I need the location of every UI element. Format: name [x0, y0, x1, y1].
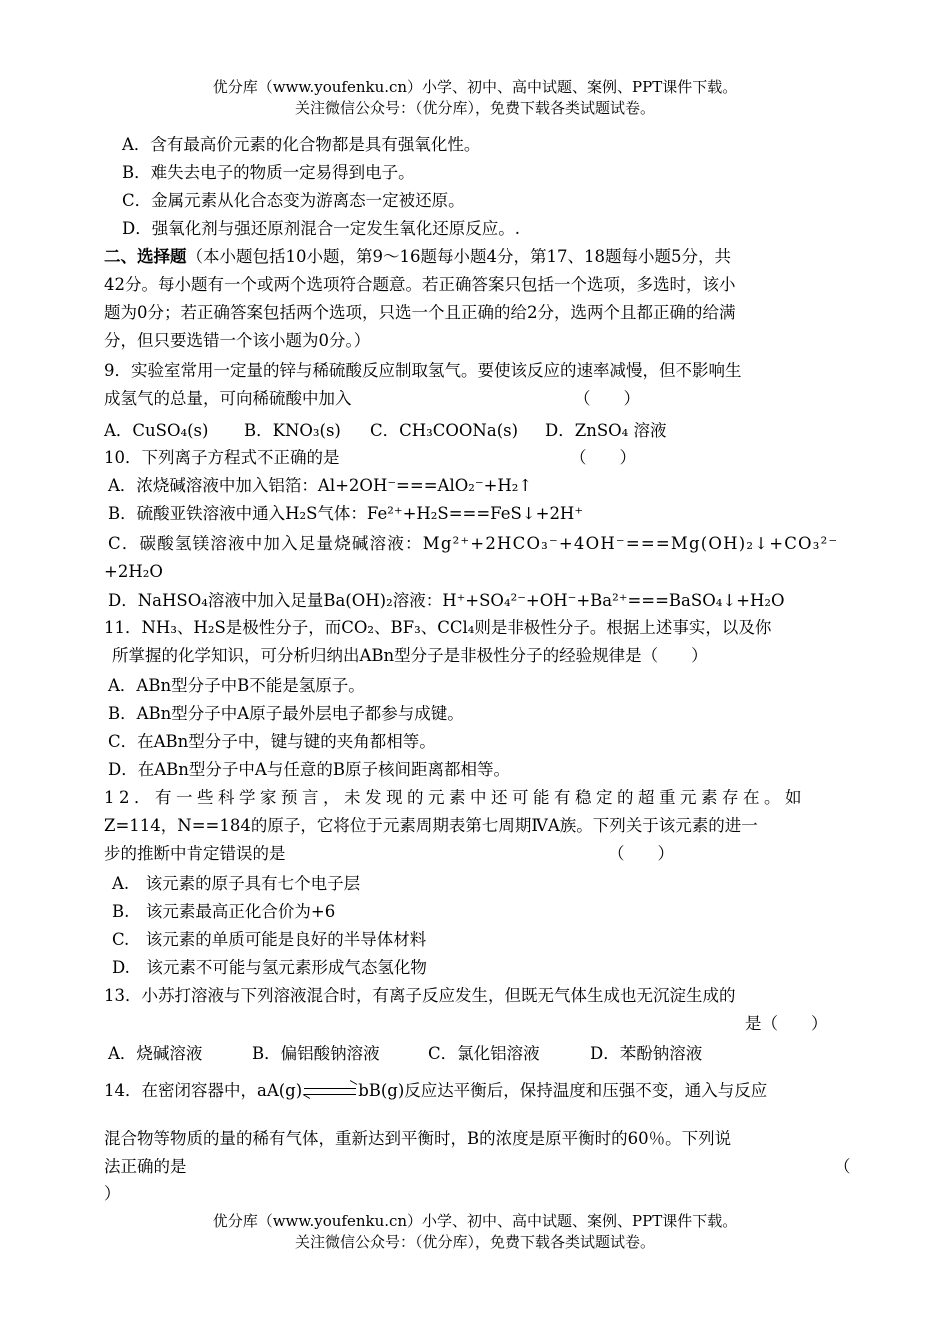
q13-option-c: C．氯化铝溶液	[428, 1044, 540, 1063]
q12-option-b: B. 该元素最高正化合价为+6	[112, 902, 336, 921]
q12-option-d: D. 该元素不可能与氢元素形成气态氢化物	[112, 958, 427, 977]
q14-bracket-close: ）	[104, 1184, 121, 1203]
q10-option-c-line2: +2H₂O	[104, 562, 163, 581]
prev-option-d: D．强氧化剂与强还原剂混合一定发生氧化还原反应。.	[122, 219, 520, 238]
q14-stem-pre: 14．在密闭容器中，aA(g)	[104, 1081, 303, 1100]
q10-option-c-line1: C．碳酸氢镁溶液中加入足量烧碱溶液：Mg²⁺+2HCO₃⁻+4OH⁻===Mg(OH)₂↓+CO₃²⁻	[108, 534, 839, 553]
q9-stem-line2: 成氢气的总量，可向稀硫酸中加入	[104, 389, 352, 408]
q11-option-a: A．ABn型分子中B不能是氢原子。	[108, 676, 365, 695]
q10-answer-bracket: （ ）	[570, 448, 636, 467]
section2-title: 二、选择题	[104, 247, 187, 266]
q9-option-c: C．CH₃COONa(s)	[370, 421, 519, 440]
prev-option-a: A．含有最高价元素的化合物都是具有强氧化性。	[122, 135, 481, 154]
q11-option-c: C．在ABn型分子中，键与键的夹角都相等。	[108, 732, 436, 751]
prev-option-c: C．金属元素从化合态变为游离态一定被还原。	[122, 191, 465, 210]
section2-intro-1: （本小题包括10小题，第9～16题每小题4分，第17、18题每小题5分，共	[186, 247, 731, 266]
q11-stem-line1: 11．NH₃、H₂S是极性分子，而CO₂、BF₃、CCl₄则是非极性分子。根据上述事实，以及你	[104, 618, 772, 637]
prev-option-b: B．难失去电子的物质一定易得到电子。	[122, 163, 415, 182]
section2-intro-line1	[104, 246, 846, 268]
q12-stem-line3: 步的推断中肯定错误的是	[104, 844, 286, 863]
q9-stem-line1: 9．实验室常用一定量的锌与稀硫酸反应制取氢气。要使该反应的速率减慢，但不影响生	[104, 361, 742, 380]
q10-option-a: A．浓烧碱溶液中加入铝箔：Al+2OH⁻===AlO₂⁻+H₂↑	[108, 476, 533, 495]
section2-intro-line4: 分，但只要选错一个该小题为0分。）	[104, 331, 371, 350]
q12-stem-line2: Z=114，N==184的原子，它将位于元素周期表第七周期ⅣA族。下列关于该元素的进一	[104, 816, 758, 835]
q13-option-b: B．偏铝酸钠溶液	[252, 1044, 380, 1063]
footer-line-2: 关注微信公众号：（优分库），免费下载各类试题试卷。	[294, 1233, 655, 1251]
footer-line-1: 优分库（www.youfenku.cn）小学、初中、高中试题、案例、PPT课件下载。	[212, 1212, 738, 1230]
equilibrium-arrow-icon	[302, 1085, 358, 1099]
q14-stem-post: bB(g)反应达平衡后，保持温度和压强不变，通入与反应	[358, 1081, 768, 1100]
q12-stem-line1: 12．有一些科学家预言，未发现的元素中还可能有稳定的超重元素存在。如	[104, 788, 806, 807]
q11-option-d: D．在ABn型分子中A与任意的B原子核间距离都相等。	[108, 760, 510, 779]
q9-answer-bracket: （ ）	[574, 389, 640, 408]
q14-stem-line1	[104, 1080, 767, 1102]
q13-option-a: A．烧碱溶液	[108, 1044, 203, 1063]
q9-option-d: D．ZnSO₄ 溶液	[545, 421, 667, 440]
q12-answer-bracket: （ ）	[608, 844, 674, 863]
q14-stem-line2: 混合物等物质的量的稀有气体，重新达到平衡时，B的浓度是原平衡时的60％。下列说	[104, 1129, 732, 1148]
section2-intro-line2: 42分。每小题有一个或两个选项符合题意。若正确答案只包括一个选项，多选时，该小	[104, 275, 736, 294]
q10-option-b: B．硫酸亚铁溶液中通入H₂S气体：Fe²⁺+H₂S===FeS↓+2H⁺	[108, 504, 584, 523]
header-line-2: 关注微信公众号：（优分库），免费下载各类试题试卷。	[294, 99, 655, 117]
section2-intro-line3: 题为0分；若正确答案包括两个选项，只选一个且正确的给2分，选两个且都正确的给满	[104, 303, 736, 322]
q11-option-b: B．ABn型分子中A原子最外层电子都参与成键。	[108, 704, 464, 723]
q13-option-d: D．苯酚钠溶液	[590, 1044, 703, 1063]
q14-stem-line3: 法正确的是	[104, 1157, 187, 1176]
q9-option-b: B．KNO₃(s)	[244, 421, 341, 440]
q12-option-a: A. 该元素的原子具有七个电子层	[112, 874, 361, 893]
q13-stem-line1: 13．小苏打溶液与下列溶液混合时，有离子反应发生，但既无气体生成也无沉淀生成的	[104, 986, 736, 1005]
q12-option-c: C. 该元素的单质可能是良好的半导体材料	[112, 930, 427, 949]
q10-stem: 10．下列离子方程式不正确的是	[104, 448, 340, 467]
q9-option-a: A．CuSO₄(s)	[104, 421, 209, 440]
header-line-1: 优分库（www.youfenku.cn）小学、初中、高中试题、案例、PPT课件下载。	[212, 78, 738, 96]
q13-stem-line2: 是（ ）	[745, 1014, 828, 1033]
q11-stem-line2: 所掌握的化学知识，可分析归纳出ABn型分子是非极性分子的经验规律是（ ）	[112, 646, 708, 665]
q10-option-d: D．NaHSO₄溶液中加入足量Ba(OH)₂溶液：H⁺+SO₄²⁻+OH⁻+Ba²⁺===BaSO₄↓+H₂O	[108, 591, 785, 610]
q14-bracket-open: （	[834, 1157, 851, 1176]
